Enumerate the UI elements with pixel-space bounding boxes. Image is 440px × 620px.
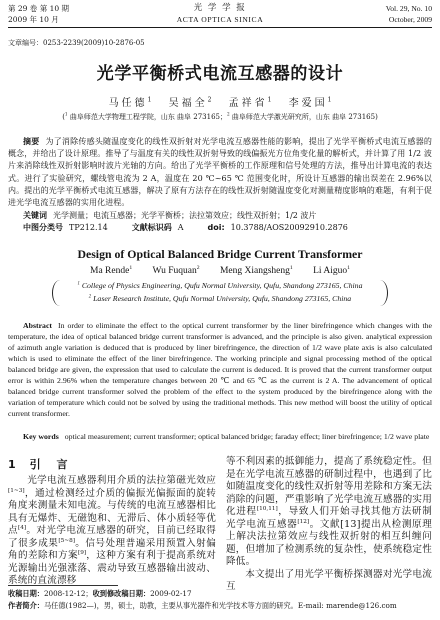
issue-info-en [386,3,432,25]
body-paragraph: 本文提出了用光学平衡桥探测器对光学电流互 [226,568,432,592]
clc-label: 中图分类号 [23,223,63,232]
text-run: ，这种方案有利于提高系统对光源输出光强涨落、震动导致互感器输出波动、系统的直流漂移 [8,550,216,586]
keywords-text-en: optical measurement; current transformer; optical balanced bridge; faraday effect; liner birefringence; 1/2 wave plate [64,432,430,441]
revised-date: 2009-02-17 [150,589,192,598]
author-name: 孟祥省 [228,98,268,109]
superscript-marker: 1 [64,111,68,117]
text-run: 。文献[13]提出从检测原理上解决法拉第效应与线性双折射的相互纠缠问题，但增加了检测系统的复杂性，使系统稳定性降低。 [226,518,432,567]
article-number: 文章编号：0253-2239(2009)10-2876-05 [8,39,145,47]
affiliations-cn [0,112,440,123]
author-name: Li Aiguo [313,266,348,276]
author-en [90,266,132,276]
author-bio-label: 作者简介： [8,601,44,610]
footnote-rule [8,585,118,586]
journal-header [8,3,432,28]
journal-name-en: ACTA OPTICA SINICA [176,15,264,24]
superscript-marker: [12] [297,518,310,525]
issue-info-cn [8,3,69,25]
affiliation-marker: 1 [327,96,332,104]
text-run: ，导致人们开始寻找其他方法研制光学电流互感器 [226,506,432,530]
body-column-right [226,456,432,592]
affiliation-marker: 1 [129,264,133,271]
affiliation-marker: 1 [77,281,80,287]
text-run: 等不利因素的抵御能力，提高了系统稳定性。但是在光学电流互感器的研制过程中，也遇到了比如随温度变化的线性双折射等用差除和方案无法消除的问题，严重影响了光学电流互感器的实用化进程 [226,456,432,517]
author-cn [169,98,212,109]
abstract-text-cn: 为了消除传感头随温度变化的线性双折射对光学电流互感器性能的影响，提出了光学平衡桥式电流互感器的概念，并给出了设计原理。推导了与温度有关的线性双折射导致的线偏振光方位角变化量的解析式，并计算了用 1/2 波片来消除线性双折射影响时波片光轴的方向。给出了光学平衡桥的工作原理和信号处理的方法，推导出计算电流的表达式。进行了实验研究，螺线管电流为 2 A，温度在 20 ℃~65 ℃ 范围变化时，所设计互感器的输出误差在 2.96%以内。提出的光学平衡桥式电流互感器，解决了原有方法存在的线性双折射随温度变化对测量精度影响的难题，有利于促进光学电流互感器的实用化进程。 [8,137,433,208]
author-en [313,266,350,276]
affiliation-marker: 1 [267,96,272,104]
author-bio-text: 马任德(1982—)，男，硕士，助教，主要从事光器件和光学技术等方面的研究。E-mail: marende@126.com [43,601,397,610]
issue-date-en: October, 2009 [388,15,432,24]
issue-date-cn: 2009 年 10 月 [8,15,59,24]
section-title: 引 言 [29,458,74,471]
text-run: 曲阜师范大学激光研究所，山东 曲阜 273165) [229,113,378,121]
affiliation-marker: 1 [347,264,350,271]
body-paragraph [8,475,216,588]
author-name: 吴福全 [168,98,208,109]
clc-code: TP212.14 [69,223,108,232]
superscript-marker: [5~8] [58,537,75,544]
text-run: ，通过检测经过介质的偏振光偏振面的旋转角度来测量未知电流。与传统的电流互感器相比具有无爆炸、无磁饱和、无滞后、体小质轻等优点 [8,487,216,536]
author-bio [8,600,432,612]
classification-line [23,222,348,234]
author-name: Meng Xiangsheng [219,266,290,276]
affiliation-marker: 1 [147,96,152,104]
author-en [153,266,200,276]
paper-title-cn: 光学平衡桥式电流互感器的设计 [96,64,344,84]
journal-name [118,3,322,25]
affiliation-text: Laser Research Institute, Qufu Normal University, Qufu, Shandong 273165, China [93,294,352,303]
author-name: Ma Rende [90,266,130,276]
abstract-en [8,320,432,419]
author-name: 李爱国 [288,98,328,109]
text-run: 光学电流互感器利用介质的法拉第磁光效应 [27,475,216,486]
doi-value: 10.3788/AOS20092910.2876 [230,223,348,232]
superscript-marker: [4] [18,524,27,531]
paper-title-en: Design of Optical Balanced Bridge Current Transformer [77,247,363,261]
section-heading [8,458,216,472]
document-code: A [177,223,184,232]
received-dates [8,588,432,600]
author-cn [229,98,272,109]
superscript-marker: [9] [77,549,87,556]
affiliation-text: College of Physics Engineering, Qufu Normal University, Qufu, Shandong 273165, China [81,281,363,290]
footnotes [8,588,432,612]
author-name: Wu Fuquan [152,266,197,276]
affiliation-marker: 2 [88,294,92,300]
keywords-en [8,431,432,442]
text-run: ( [62,113,65,121]
keywords-text-cn: 光学测量；电流互感器；光学平衡桥；法拉第效应；线性双折射；1/2 波片 [53,211,317,220]
volume-issue-cn: 第 29 卷 第 10 期 [8,4,70,13]
keywords-cn [8,210,432,222]
left-bracket [52,280,60,306]
received-date: 2008-12-12； [43,589,93,598]
author-en [220,266,293,276]
affiliation-en [62,279,378,292]
body-paragraph-continued [226,456,432,569]
author-name: 马任德 [108,98,148,109]
text-run: 曲阜师范大学物理工程学院，山东 曲阜 273165； [67,113,227,121]
section-number: 1 [8,458,16,471]
abstract-cn [8,136,432,209]
text-run: 。信号处理普遍采用预置入射偏角的差除和方案 [8,537,216,561]
superscript-marker: [10,11] [256,505,278,512]
affiliation-marker: 2 [196,264,200,271]
affiliation-marker: 1 [289,264,293,271]
abstract-label-en: Abstract [23,321,53,330]
revised-label: 收到修改稿日期： [92,589,151,598]
affiliation-en [62,292,378,305]
text-run: 。对光学电流互感器的研究，目前已经取得了很多成果 [8,525,216,549]
author-cn [109,98,152,109]
affiliations-en [62,279,378,305]
volume-issue-en: Vol. 29, No. 10 [385,4,432,13]
abstract-label-cn: 摘要 [23,137,40,146]
received-label: 收稿日期： [8,589,44,598]
keywords-label-cn: 关键词 [23,211,47,220]
abstract-text-en: In order to eliminate the effect to the optical current transformer by the liner birefringence which changes with the temperature, the idea of optical balanced bridge current transformer is advanced, and the principle is also given. analytical expression of azimuth angle variation is deduced that is produced by liner birefringence, the direction of 1/2 wave plate axis is also calculated which is used to eliminate the effect of the liner birefringence. The working principle and signal processing method of the optical balanced bridge are given, the expression that used to calculate the current is deduced. It is proved that the current transformer output error is within 2.96% when the temperature changes between 20 ℃ and 65 ℃ as the current is 2 A. The advancement of optical balanced bridge current transformer solved the problem of the effect to the system produced by the birefringence along with the variation of temperature which could not be solved by using the traditional methods. This new method will boost the utility of optical current transformer. [8,321,432,418]
document-code-label: 文献标识码 [131,223,172,232]
keywords-label-en: Key words [23,432,59,441]
doi-label: doi: [207,223,225,232]
right-bracket [380,280,388,306]
body-column-left [8,475,216,586]
author-list-cn [0,97,440,111]
superscript-marker: [1~3] [8,487,25,494]
affiliation-marker: 2 [207,96,212,104]
author-list-en [0,265,440,278]
journal-name-cn: 光 学 学 报 [193,3,247,13]
author-cn [289,98,332,109]
superscript-marker: 2 [227,111,230,117]
